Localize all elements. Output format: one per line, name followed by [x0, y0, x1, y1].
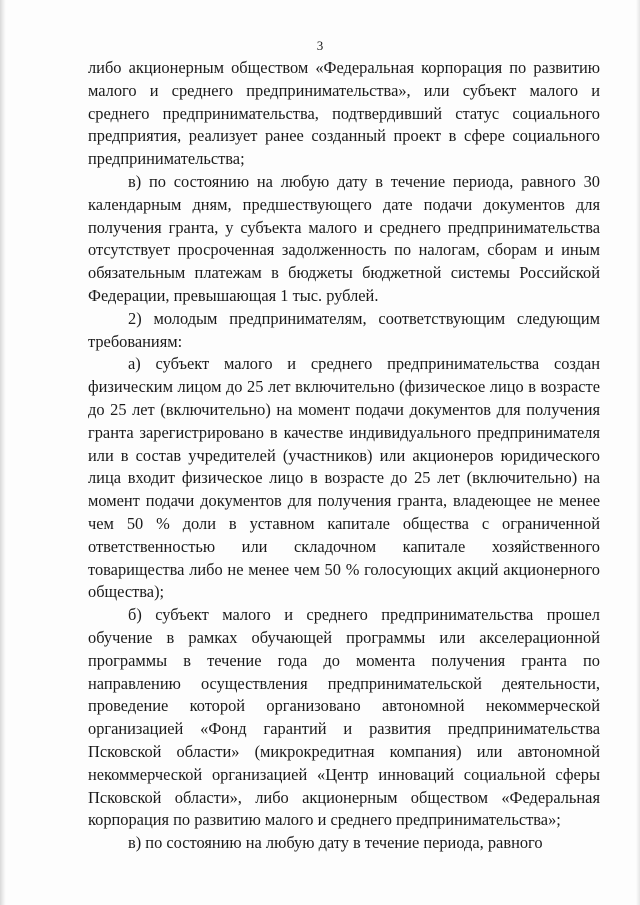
body-text [88, 57, 600, 855]
page-number: 3 [316, 38, 324, 53]
paragraph-continuation: либо акционерным обществом «Федеральная корпорация по развитию малого и среднего предпринимательства», или субъект малого и среднего предпринимательства, подтвердивший статус социального предприятия, реализует ранее созданный проект в сфере социального предпринимательства; [88, 58, 600, 169]
paragraph-item-v: в) по состоянию на любую дату в течение периода, равного 30 календарным дням, предшествующего дате подачи документов для получения гранта, у субъекта малого и среднего предпринимательства отсутствует просроченная задолженность по налогам, сборам и иным обязательным платежам в бюджеты бюджетной системы Российской Федерации, превышающая 1 тыс. рублей. [88, 171, 600, 305]
paragraph-item-a: а) субъект малого и среднего предпринимательства создан физическим лицом до 25 лет включительно (физическое лицо в возрасте до 25 лет (включительно) на момент подачи документов для получения гранта зарегистрировано в качестве индивидуального предпринимателя или в состав учредителей (участников) или акционеров юридического лица входит физическое лицо в возрасте до 25 лет (включительно) на момент подачи документов для получения гранта, владеющее не менее чем 50 % доли в уставном капитале общества с ограниченной ответственностью или складочном капитале хозяйственного товарищества либо не менее чем 50 % голосующих акций акционерного общества); [88, 354, 600, 602]
scan-edge-right [636, 0, 640, 905]
paragraph-item-b: б) субъект малого и среднего предпринимательства прошел обучение в рамках обучающей программы или акселерационной программы в течение года до момента получения гранта по направлению осуществления предпринимательской деятельности, проведение которой организовано автономной некоммерческой организацией «Фонд гарантий и развития предпринимательства Псковской области» (микрокредитная компания) или автономной некоммерческой организацией «Центр инноваций социальной сферы Псковской области», либо акционерным обществом «Федеральная корпорация по развитию малого и среднего предпринимательства»; [88, 605, 600, 830]
paragraph-item-v-second: в) по состоянию на любую дату в течение периода, равного [128, 833, 543, 853]
paragraph-item-2: 2) молодым предпринимателям, соответствующим следующим требованиям: [88, 308, 600, 351]
scan-edge-left [0, 0, 6, 905]
